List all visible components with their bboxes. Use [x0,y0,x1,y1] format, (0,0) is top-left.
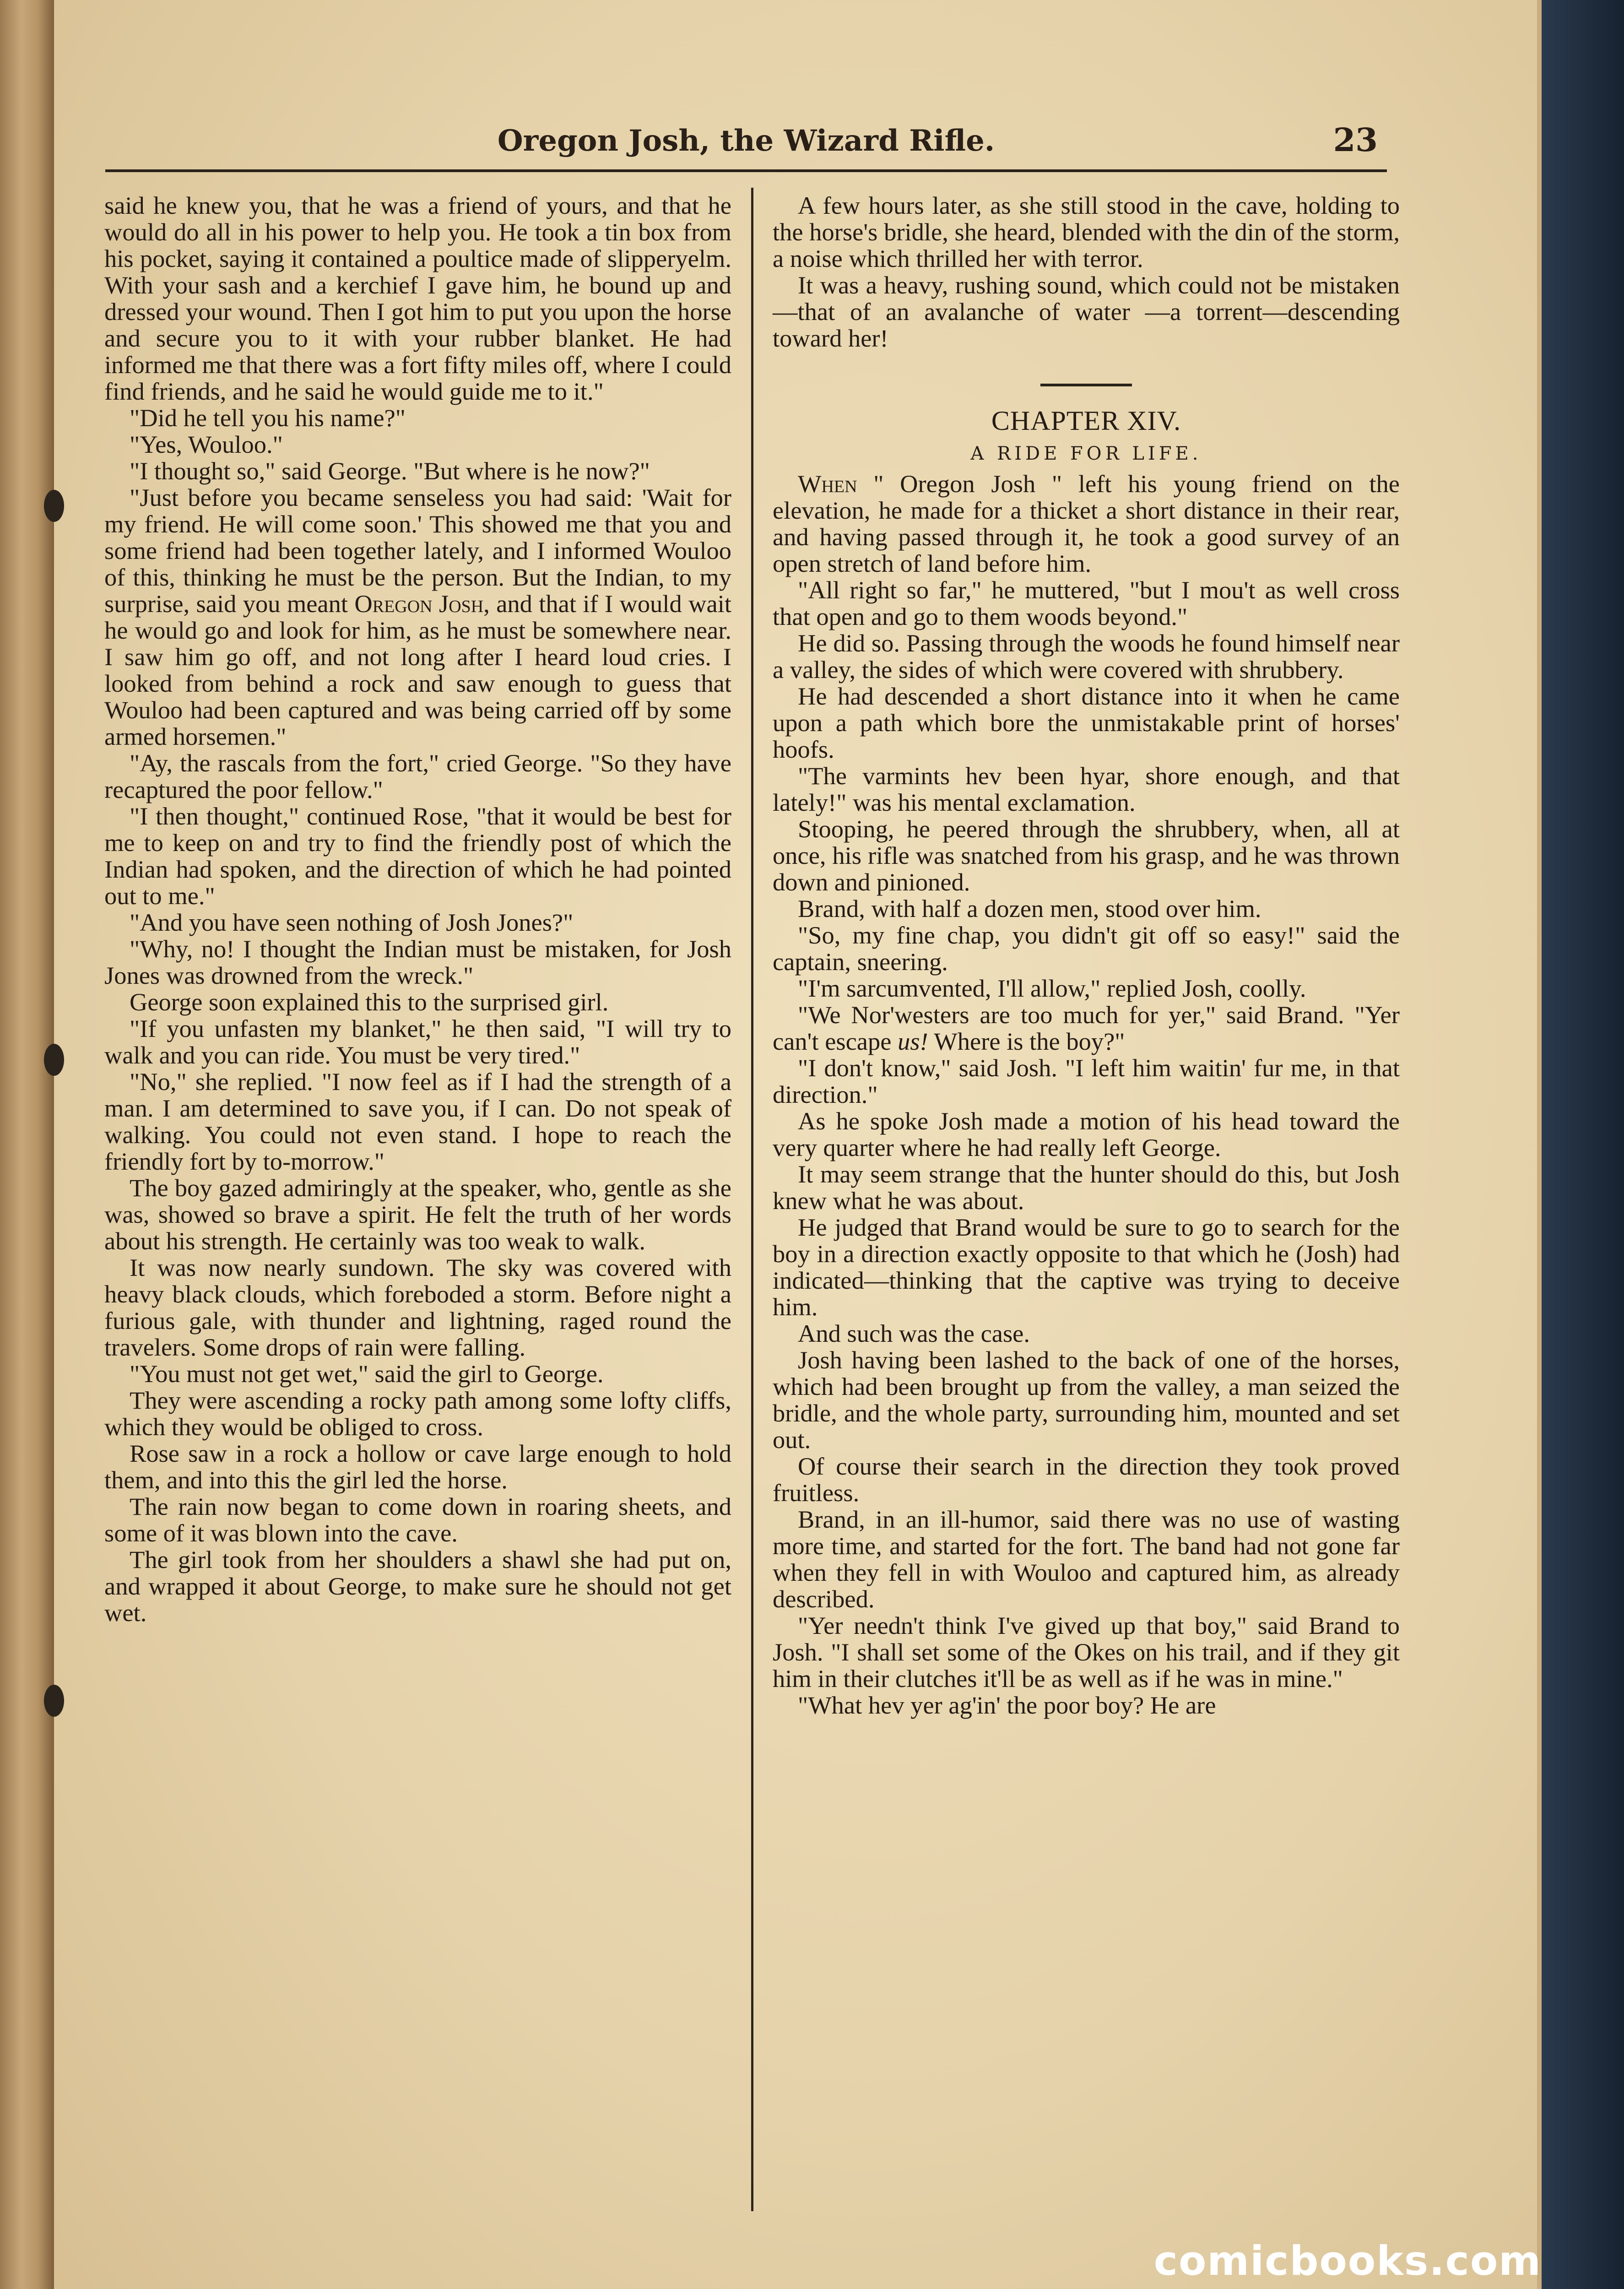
paragraph: "Yes, Wouloo." [130,430,283,458]
paragraph: And such was the case. [798,1319,1030,1347]
paragraph-text: "We Nor'westers are too much for yer," said Brand. "Yer can't escape [773,1001,1400,1055]
paragraph: "I then thought," continued Rose, "that it would be best for me to keep on and try to find the friendly post of which the Indian had spoken, and the direction of which he had pointed out to me." [104,802,731,910]
paragraph: The rain now began to come down in roaring sheets, and some of it was blown into the cave. [104,1492,731,1547]
paragraph: It was a heavy, rushing sound, which could not be mistaken—that of an avalanche of water —a torrent—descending toward her! [773,271,1400,352]
binding-hole [44,1685,64,1717]
paragraph: Of course their search in the direction they took proved fruitless. [773,1452,1400,1507]
paragraph [104,484,731,750]
page-number: 23 [1333,121,1378,159]
paragraph: "You must not get wet," said the girl to George. [130,1360,604,1388]
paragraph: "Yer needn't think I've gived up that boy," said Brand to Josh. "I shall set some of the Okes on his trail, and if they git him in their clutches it'll be as well as if he was in mine." [773,1611,1400,1692]
paragraph: As he spoke Josh made a motion of his head toward the very quarter where he had really left George. [773,1107,1400,1161]
paragraph: "Why, no! I thought the Indian must be mistaken, for Josh Jones was drowned from the wreck." [104,935,731,989]
paragraph-text: Where is the boy?" [928,1027,1125,1055]
paragraph: "The varmints hev been hyar, shore enough, and that lately!" was his mental exclamation. [773,762,1400,816]
paragraph: "I thought so," said George. "But where is he now?" [130,457,650,485]
watermark: comicbooks.com [1153,2237,1542,2284]
column-divider [751,188,753,2211]
paragraph: Brand, in an ill-humor, said there was no use of wasting more time, and started for the fort. The band had not gone far when they fell in with Wouloo and captured him, as already described. [773,1505,1400,1613]
paragraph: "I don't know," said Josh. "I left him waitin' fur me, in that direction." [773,1054,1400,1108]
paragraph-text: " Oregon Josh " left his young friend on the elevation, he made for a thicket a short distance in their rear, and having passed through it, he took a good survey of an open stretch of land before him. [773,470,1400,577]
paragraph: The boy gazed admiringly at the speaker, who, gentle as she was, showed so brave a spirit. He felt the truth of her words about his strength. He certainly was too weak to walk. [104,1174,731,1255]
paragraph-text: , and that if I would wait he would go and look for him, as he must be somewhere near. I saw him go off, and not long after I heard loud cries. I looked from behind a rock and saw enough to guess that Wouloo had been captured and was being carried off by some armed horsemen." [104,590,731,750]
right-column [773,192,1400,1719]
paragraph [773,1002,1400,1055]
paragraph: George soon explained this to the surprised girl. [130,988,609,1016]
cover-board [1542,0,1624,2289]
paragraph: "And you have seen nothing of Josh Jones?" [130,908,574,936]
emphasis: us! [898,1027,928,1055]
binding-hole [44,1044,64,1076]
paragraph: "What hev yer ag'in' the poor boy? He are [798,1691,1216,1719]
paragraph: Stooping, he peered through the shrubbery, when, all at once, his rifle was snatched from his grasp, and he was thrown down and pinioned. [773,815,1400,896]
paragraph: Josh having been lashed to the back of one of the horses, which had been brought up from the valley, a man seized the bridle, and the whole party, surrounding him, mounted and set out. [773,1346,1400,1454]
paragraph: It was now nearly sundown. The sky was covered with heavy black clouds, which foreboded a storm. Before night a furious gale, with thunder and lightning, raged round the travelers. Some drops of rain were falling. [104,1253,731,1361]
paragraph-text: "Just before you became senseless you had said: 'Wait for my friend. He will come soon.' This showed me that you and some friend had been together lately, and I informed Wouloo of this, thinking he must be the person. But the Indian, to my surprise, said you meant [104,483,731,618]
paragraph: "I'm sarcumvented, I'll allow," replied Josh, coolly. [798,974,1306,1002]
chapter-title: CHAPTER XIV. [991,406,1181,436]
paragraph: "All right so far," he muttered, "but I mou't as well cross that open and go to them woods beyond." [773,576,1400,630]
binding-hole [44,490,64,522]
paragraph: Rose saw in a rock a hollow or cave large enough to hold them, and into this the girl led the horse. [104,1439,731,1494]
left-column [104,192,731,1626]
paragraph: They were ascending a rocky path among some lofty cliffs, which they would be obliged to cross. [104,1386,731,1441]
paragraph: "Ay, the rascals from the fort," cried George. "So they have recaptured the poor fellow." [104,749,731,803]
running-title: Oregon Josh, the Wizard Rifle. [497,124,995,158]
paragraph: "No," she replied. "I now feel as if I had the strength of a man. I am determined to save you, if I can. Do not speak of walking. You could not even stand. I hope to reach the friendly fort by to-morrow." [104,1068,731,1175]
paragraph [773,471,1400,577]
paragraph: He had descended a short distance into it when he came upon a path which bore the unmistakable print of horses' hoofs. [773,682,1400,763]
paragraph: said he knew you, that he was a friend of yours, and that he would do all in his power to help you. He took a tin box from his pocket, saying it contained a poultice made of slipperyelm. With your sash and a kerchief I gave him, he bound up and dressed your wound. Then I got him to put you upon the horse and secure you to it with your rubber blanket. He had informed me that there was a fort fifty miles off, where I could find friends, and he said he would guide me to it." [104,191,731,405]
paragraph: A few hours later, as she still stood in the cave, holding to the horse's bridle, she heard, blended with the din of the storm, a noise which thrilled her with terror. [773,191,1400,272]
binding-edge [0,0,54,2289]
paragraph: "If you unfasten my blanket," he then said, "I will try to walk and you can ride. You must be very tired." [104,1014,731,1069]
paragraph: It may seem strange that the hunter should do this, but Josh knew what he was about. [773,1160,1400,1215]
paragraph: He did so. Passing through the woods he found himself near a valley, the sides of which were covered with shrubbery. [773,629,1400,683]
chapter-subtitle: A RIDE FOR LIFE. [970,443,1202,464]
paragraph: Brand, with half a dozen men, stood over him. [798,895,1261,922]
paragraph: "Did he tell you his name?" [130,404,406,432]
page-header [105,121,1387,172]
paragraph: The girl took from her shoulders a shawl she had put on, and wrapped it about George, to make sure he should not get wet. [104,1546,731,1627]
paragraph: "So, my fine chap, you didn't git off so easy!" said the captain, sneering. [773,921,1400,976]
chapter-rule [1040,384,1132,386]
drop-word: When [798,470,857,498]
paragraph: He judged that Brand would be sure to go to search for the boy in a direction exactly opposite to that which he (Josh) had indicated—thinking that the captive was trying to deceive him. [773,1213,1400,1321]
name-small-caps: Oregon Josh [354,590,484,618]
